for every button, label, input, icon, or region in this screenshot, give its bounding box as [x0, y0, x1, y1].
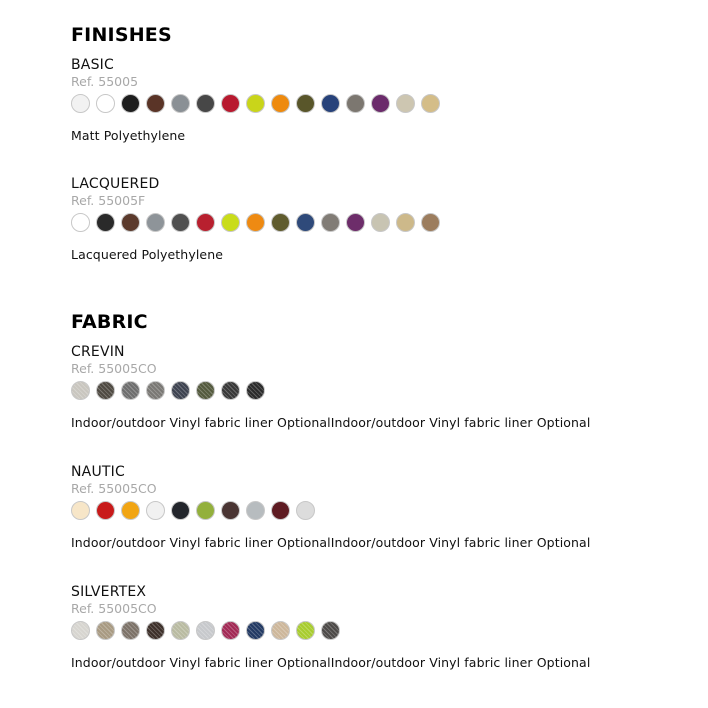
color-swatch[interactable]	[346, 213, 365, 232]
color-swatch[interactable]	[171, 621, 190, 640]
color-swatch[interactable]	[221, 213, 240, 232]
fabric-nautic-description: Indoor/outdoor Vinyl fabric liner OptionalIndoor/outdoor Vinyl fabric liner Optional	[71, 535, 591, 550]
color-swatch[interactable]	[196, 501, 215, 520]
color-swatch[interactable]	[221, 94, 240, 113]
color-swatch[interactable]	[146, 94, 165, 113]
color-swatch[interactable]	[346, 94, 365, 113]
color-swatch[interactable]	[271, 94, 290, 113]
finish-lacquered-description: Lacquered Polyethylene	[71, 247, 224, 262]
fabric-silvertex-description: Indoor/outdoor Vinyl fabric liner OptionalIndoor/outdoor Vinyl fabric liner Optional	[71, 655, 591, 670]
finish-basic-description: Matt Polyethylene	[71, 128, 186, 143]
finishes-section	[71, 21, 701, 49]
finish-lacquered-swatches	[71, 213, 701, 237]
fabric-silvertex-ref: Ref. 55005CO	[71, 601, 157, 616]
finish-basic-ref: Ref. 55005	[71, 74, 139, 89]
fabric-title: FABRIC	[71, 311, 148, 333]
color-swatch[interactable]	[196, 381, 215, 400]
color-swatch[interactable]	[121, 621, 140, 640]
color-swatch[interactable]	[121, 501, 140, 520]
color-swatch[interactable]	[171, 213, 190, 232]
color-swatch[interactable]	[221, 381, 240, 400]
color-swatch[interactable]	[396, 94, 415, 113]
color-swatch[interactable]	[171, 381, 190, 400]
color-swatch[interactable]	[146, 381, 165, 400]
fabric-crevin-name: CREVIN	[71, 344, 125, 360]
fabric-nautic-swatches	[71, 501, 701, 525]
color-swatch[interactable]	[221, 621, 240, 640]
fabric-nautic-name: NAUTIC	[71, 464, 125, 480]
color-swatch[interactable]	[246, 94, 265, 113]
color-swatch[interactable]	[96, 501, 115, 520]
color-swatch[interactable]	[196, 213, 215, 232]
color-swatch[interactable]	[71, 501, 90, 520]
color-swatch[interactable]	[71, 621, 90, 640]
color-swatch[interactable]	[296, 621, 315, 640]
color-swatch[interactable]	[171, 94, 190, 113]
color-swatch[interactable]	[71, 94, 90, 113]
color-swatch[interactable]	[246, 213, 265, 232]
color-swatch[interactable]	[321, 213, 340, 232]
color-swatch[interactable]	[146, 621, 165, 640]
color-swatch[interactable]	[121, 381, 140, 400]
color-swatch[interactable]	[396, 213, 415, 232]
fabric-crevin	[71, 344, 701, 431]
color-swatch[interactable]	[321, 94, 340, 113]
color-swatch[interactable]	[296, 94, 315, 113]
color-swatch[interactable]	[246, 621, 265, 640]
fabric-section	[71, 308, 701, 336]
color-swatch[interactable]	[121, 94, 140, 113]
finish-lacquered-ref: Ref. 55005F	[71, 193, 146, 208]
color-swatch[interactable]	[271, 213, 290, 232]
color-swatch[interactable]	[296, 213, 315, 232]
color-swatch[interactable]	[146, 213, 165, 232]
finish-lacquered-name: LACQUERED	[71, 176, 160, 192]
finishes-title: FINISHES	[71, 24, 172, 46]
finish-basic-name: BASIC	[71, 57, 114, 73]
finish-basic-swatches	[71, 94, 701, 118]
color-swatch[interactable]	[196, 621, 215, 640]
color-swatch[interactable]	[121, 213, 140, 232]
color-swatch[interactable]	[271, 621, 290, 640]
fabric-silvertex	[71, 584, 701, 671]
fabric-nautic	[71, 464, 701, 551]
finish-basic	[71, 57, 701, 144]
fabric-crevin-ref: Ref. 55005CO	[71, 361, 157, 376]
fabric-nautic-ref: Ref. 55005CO	[71, 481, 157, 496]
color-swatch[interactable]	[271, 501, 290, 520]
fabric-crevin-description: Indoor/outdoor Vinyl fabric liner OptionalIndoor/outdoor Vinyl fabric liner Optional	[71, 415, 591, 430]
color-swatch[interactable]	[246, 381, 265, 400]
fabric-silvertex-swatches	[71, 621, 701, 645]
color-swatch[interactable]	[296, 501, 315, 520]
color-swatch[interactable]	[71, 213, 90, 232]
color-swatch[interactable]	[421, 94, 440, 113]
color-swatch[interactable]	[221, 501, 240, 520]
color-swatch[interactable]	[96, 621, 115, 640]
color-swatch[interactable]	[96, 381, 115, 400]
color-swatch[interactable]	[196, 94, 215, 113]
fabric-crevin-swatches	[71, 381, 701, 405]
fabric-silvertex-name: SILVERTEX	[71, 584, 147, 600]
color-swatch[interactable]	[371, 94, 390, 113]
color-swatch[interactable]	[321, 621, 340, 640]
color-swatch[interactable]	[71, 381, 90, 400]
color-swatch[interactable]	[96, 94, 115, 113]
color-swatch[interactable]	[421, 213, 440, 232]
color-swatch[interactable]	[371, 213, 390, 232]
color-swatch[interactable]	[171, 501, 190, 520]
color-swatch[interactable]	[146, 501, 165, 520]
finish-lacquered	[71, 176, 701, 263]
color-swatch[interactable]	[96, 213, 115, 232]
color-swatch[interactable]	[246, 501, 265, 520]
